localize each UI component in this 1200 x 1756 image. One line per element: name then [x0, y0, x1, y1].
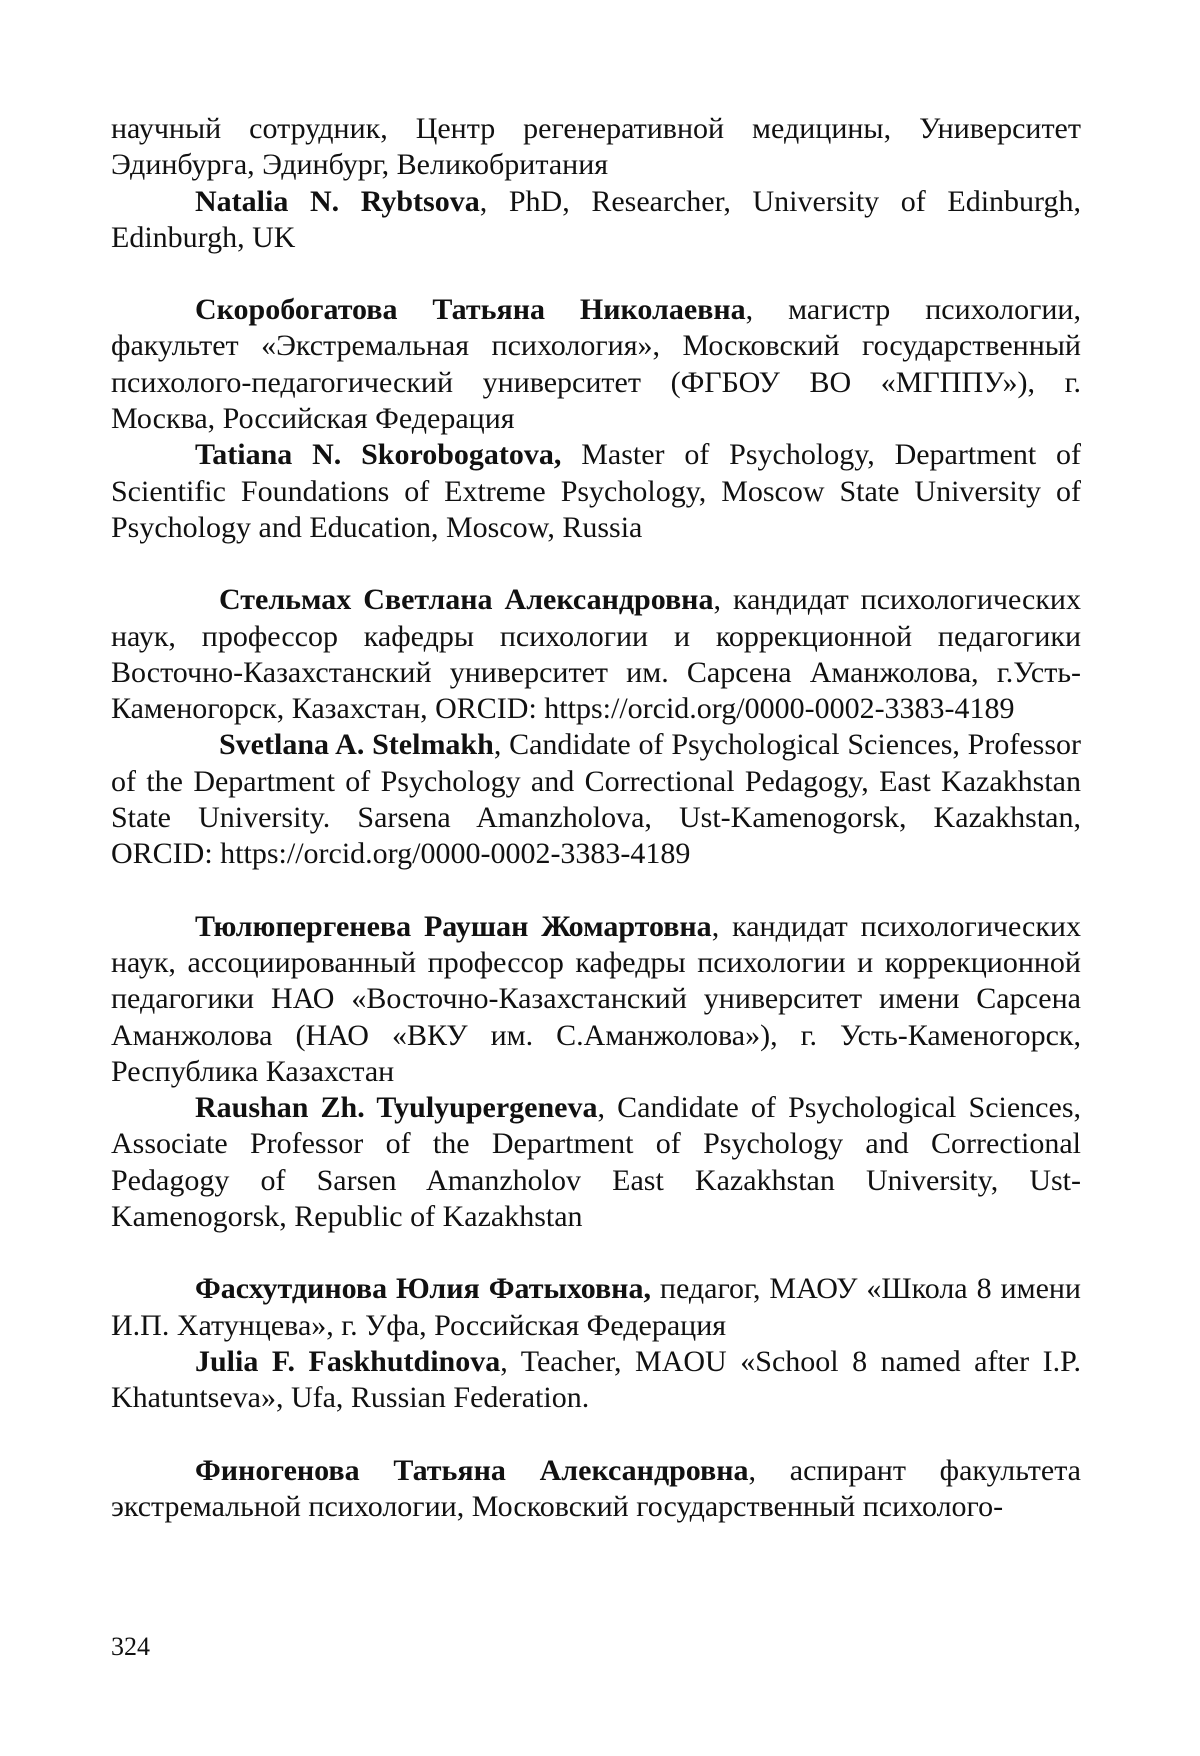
affiliation-text: , Candidate of Psychological Sciences, Associate Professor of the Department of Psychology and Correctional Pedagogy of Sarsen Amanzholov East Kazakhstan University, Ust-Kamenogorsk, Republic of Kazakhstan	[111, 1091, 1081, 1234]
faskhutdinova-en-paragraph	[111, 1344, 1081, 1417]
stelmakh-en-paragraph	[111, 727, 1081, 872]
skorobogatova-en-paragraph	[111, 437, 1081, 546]
skorobogatova-ru-paragraph	[111, 292, 1081, 437]
rybtsova-ru-paragraph	[111, 111, 1081, 184]
author-name: Скоробогатова Татьяна Николаевна	[195, 293, 746, 327]
affiliation-text: Master of Psychology, Department of Scientific Foundations of Extreme Psychology, Moscow State University of Psychology and Education, Moscow, Russia	[111, 438, 1081, 544]
tyulyupergeneva-en-paragraph	[111, 1090, 1081, 1235]
page-number: 324	[111, 1632, 150, 1661]
affiliation-text: , Candidate of Psychological Sciences, Professor of the Department of Psychology and Correctional Pedagogy, East Kazakhstan State University. Sarsena Amanzholova, Ust-Kamenogorsk, Kazakhstan, ORCID: https://orcid.org/0000-0002-3383-4189	[111, 728, 1081, 871]
finogenova-ru-paragraph	[111, 1453, 1081, 1526]
author-name: Svetlana A. Stelmakh	[219, 728, 494, 762]
stelmakh-ru-paragraph	[111, 582, 1081, 727]
affiliation-text: , кандидат психологических наук, ассоциированный профессор кафедры психологии и коррекционной педагогики НАО «Восточно-Казахстанский университет имени Сарсена Аманжолова (НАО «ВКУ им. С.Аманжолова»), г. Усть-Каменогорск, Республика Казахстан	[111, 909, 1081, 1088]
tyulyupergeneva-ru-paragraph	[111, 909, 1081, 1090]
author-name: Стельмах Светлана Александровна	[219, 583, 714, 617]
faskhutdinova-ru-paragraph	[111, 1271, 1081, 1344]
author-name: Tatiana N. Skorobogatova,	[195, 438, 562, 472]
author-name: Тюлюпергенева Раушан Жомартовна	[195, 909, 712, 943]
affiliation-text: научный сотрудник, Центр регенеративной медицины, Университет Эдинбурга, Эдинбург, Великобритания	[111, 112, 1081, 182]
author-name: Julia F. Faskhutdinova	[195, 1344, 501, 1378]
author-name: Финогенова Татьяна Александровна	[195, 1453, 749, 1487]
affiliation-text: , магистр психологии, факультет «Экстремальная психология», Московский государственный психолого-педагогический университет (ФГБОУ ВО «МГППУ»), г. Москва, Российская Федерация	[111, 293, 1081, 436]
affiliation-text: педагог, МАОУ «Школа 8 имени И.П. Хатунцева», г. Уфа, Российская Федерация	[111, 1272, 1081, 1342]
affiliation-text: , кандидат психологических наук, профессор кафедры психологии и коррекционной педагогики Восточно-Казахстанский университет им. Сарсена Аманжолова, г.Усть-Каменогорск, Казахстан, ORCID: https://orcid.org/0000-0002-3383-4189	[111, 583, 1081, 726]
author-name: Natalia N. Rybtsova	[195, 184, 480, 218]
page-body	[111, 111, 1081, 1525]
affiliation-text: , аспирант факультета экстремальной психологии, Московский государственный психолого-	[111, 1453, 1081, 1523]
rybtsova-en-paragraph	[111, 184, 1081, 257]
author-name: Raushan Zh. Tyulyupergeneva	[195, 1091, 598, 1125]
affiliation-text: , PhD, Researcher, University of Edinburgh, Edinburgh, UK	[111, 184, 1082, 254]
affiliation-text: , Teacher, MAOU «School 8 named after I.P. Khatuntseva», Ufa, Russian Federation.	[111, 1344, 1081, 1415]
author-name: Фасхутдинова Юлия Фатыховна,	[195, 1272, 651, 1306]
